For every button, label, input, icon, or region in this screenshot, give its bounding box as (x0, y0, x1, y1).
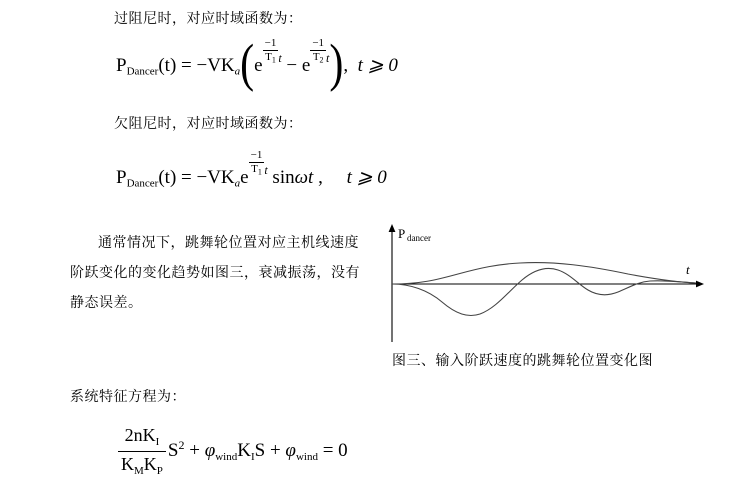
formula-lhs-symbol: P (116, 54, 127, 76)
fraction-numerator (118, 424, 166, 452)
exponent-t-2: t (326, 50, 330, 65)
time-constant-3-sub: 1 (257, 166, 262, 176)
fraction-numerator-text: 2nK (124, 425, 156, 445)
time-constant-2: T (312, 50, 320, 63)
comma-sep: , (343, 54, 358, 76)
fraction-den-b: K (143, 453, 157, 474)
x-axis-label: t (686, 262, 690, 277)
y-axis-arrow (389, 224, 396, 232)
figure-caption: 图三、输入阶跃速度的跳舞轮位置变化图 (392, 353, 653, 369)
figure-step-response-chart (380, 222, 710, 347)
normal-case-paragraph-text: 通常情况下，跳舞轮位置对应主机线速度阶跃变化的变化趋势如图三，衰减振荡，没有静态误差。 (70, 235, 360, 311)
ki-subscript: I (250, 451, 255, 464)
phi-wind-2-sub: wind (295, 451, 318, 464)
s-squared-exponent: 2 (178, 438, 185, 453)
exp-term-1: e $\frac{-1}{T_1}$ $^t$ (254, 37, 282, 76)
comma-sep-2: , (313, 166, 347, 188)
char-equation-intro-text: 系统特征方程为： (70, 389, 186, 405)
exponent-denominator-3 (249, 162, 268, 177)
sin-function: sin (272, 166, 295, 188)
time-constant-1-sub: 1 (271, 54, 276, 64)
exponent-numerator-1: −1 (264, 37, 277, 49)
fraction-den-a: K (121, 453, 134, 474)
fraction-den-a-sub: M (134, 464, 144, 477)
equals-zero: = 0 (322, 440, 348, 462)
formula2-lhs-symbol: P (116, 166, 127, 188)
under-damped-formula (116, 149, 387, 190)
exponent-denominator-1 (263, 50, 282, 65)
fraction-numerator-sub: I (155, 435, 160, 448)
time-constant-1: T (265, 50, 272, 63)
phi-wind-1-sub: wind (215, 451, 238, 464)
phi-wind-1: φ (204, 440, 216, 462)
time-constant-3: T (251, 162, 258, 175)
phi-wind-2: φ (285, 440, 296, 462)
omega-symbol: ω (294, 166, 309, 188)
damped-oscillation-curve (392, 268, 696, 315)
y-axis-label-subscript: dancer (407, 233, 431, 243)
plus-1: + (189, 440, 200, 462)
minus-sign: − (286, 54, 298, 76)
exponent-t-3: t (264, 162, 268, 177)
exp-term-2: e $\frac{-1}{T_2}$ $^t$ (301, 37, 330, 76)
formula2-lhs-subscript: Dancer (126, 177, 159, 190)
formula2-condition: t ⩾ 0 (346, 166, 387, 188)
x-axis-arrow (696, 281, 704, 288)
exponent-numerator-3: −1 (250, 149, 263, 161)
over-damped-intro-text: 过阻尼时，对应时域函数为： (114, 11, 303, 27)
ki-symbol: K (237, 440, 251, 462)
characteristic-equation-formula (116, 425, 348, 479)
exponent-fraction-1 (263, 37, 282, 65)
s-squared-base: S (167, 440, 179, 462)
exponent-fraction-2 (310, 38, 326, 64)
gain-fraction (118, 424, 166, 478)
exponent-denominator-2 (310, 51, 326, 65)
exponent-t-1: t (278, 50, 282, 65)
plus-2: + (269, 440, 281, 462)
formula-coefficient-subscript: a (234, 65, 241, 78)
exp-term-3: e $\frac{-1}{T_1}$ $^t$ (240, 149, 268, 188)
normal-case-paragraph (70, 228, 370, 318)
formula-lhs-arg: (t) = (158, 54, 197, 76)
formula2-coefficient: −VK (196, 166, 235, 188)
formula2-coefficient-subscript: a (234, 177, 241, 190)
time-constant-2-sub: 2 (319, 54, 324, 64)
formula2-lhs-arg: (t) = (158, 166, 197, 188)
formula-coefficient: −VK (196, 54, 235, 76)
y-axis-label: P (398, 226, 406, 241)
exponent-numerator-2: −1 (312, 37, 325, 49)
formula-lhs-subscript: Dancer (126, 65, 159, 78)
formula-condition: t ⩾ 0 (357, 54, 398, 76)
s-term: S (254, 440, 266, 462)
over-damped-formula: $P_{Dancer}(t) = -VK_a(e$ $\frac{-1}{T_1}$ $^t$ − e $\frac{-1}{T_2}$ $^t$), t ⩾ 0 (116, 35, 398, 93)
exponent-fraction-3 (249, 149, 268, 177)
under-damped-intro-text: 欠阻尼时，对应时域函数为： (114, 116, 303, 132)
fraction-den-b-sub: P (156, 464, 163, 477)
fraction-denominator (118, 452, 166, 478)
omega-arg: t (308, 166, 314, 188)
